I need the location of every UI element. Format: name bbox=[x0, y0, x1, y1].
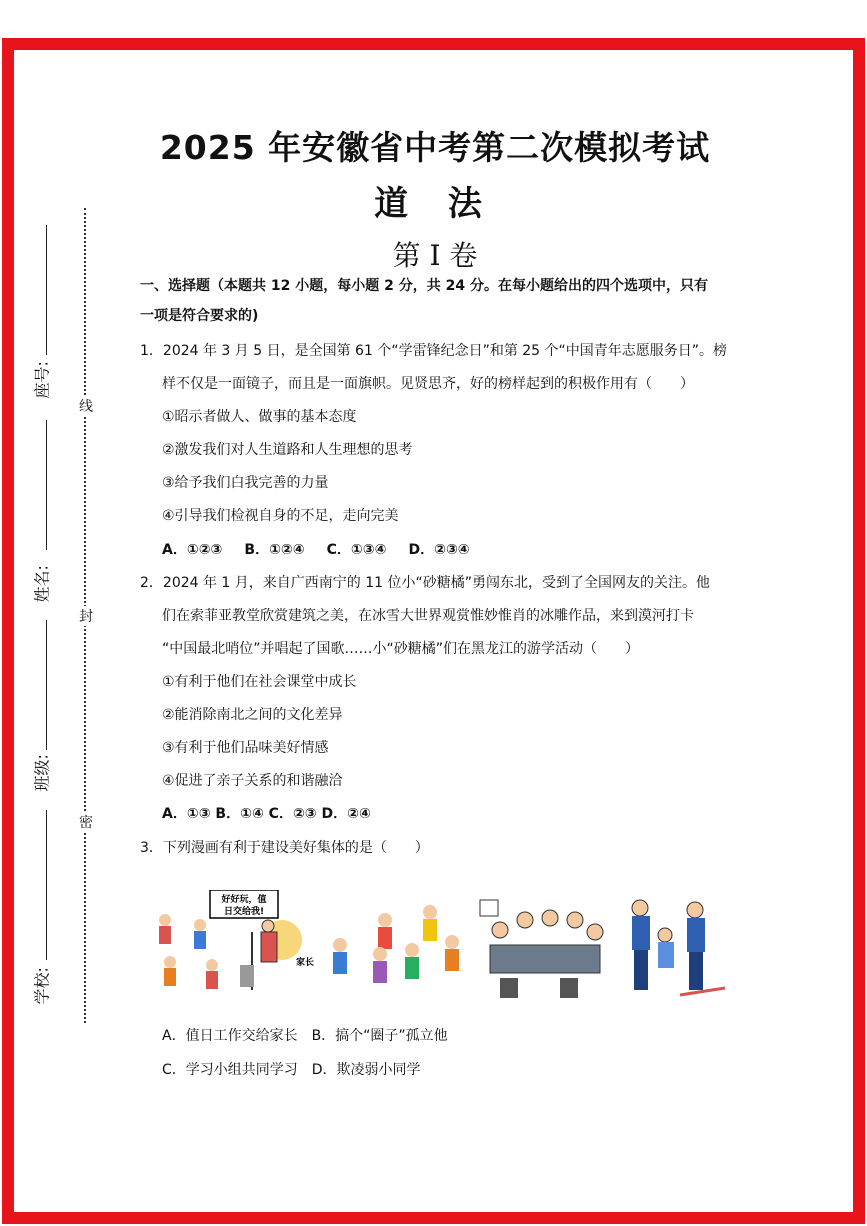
q2-options: A．①③ B．①④ C．②③ D．②④ bbox=[162, 806, 371, 822]
q1-item: ②激发我们对人生道路和人生理想的思考 bbox=[162, 442, 413, 458]
comic-a-parent-does-duty bbox=[159, 890, 314, 990]
q1-stem-line1: 1．2024 年 3 月 5 日，是全国第 61 个“学雷锋纪念日”和第 25 个“中国青年志愿服务日”。榜 bbox=[140, 343, 728, 359]
class-label: 班级: bbox=[32, 754, 52, 792]
comic-b-exclusion-circle bbox=[333, 905, 459, 983]
exam-subject: 道 法 bbox=[374, 184, 496, 224]
q2-item: ②能消除南北之间的文化差异 bbox=[162, 707, 343, 723]
q1-option-c[interactable]: C．①③④ bbox=[326, 542, 387, 558]
q1-option-d[interactable]: D．②③④ bbox=[408, 542, 470, 558]
q2-stem-line1: 2．2024 年 1 月，来自广西南宁的 11 位小“砂糖橘”勇闯东北，受到了全国网友的关注。他 bbox=[140, 575, 711, 591]
q2-item: ①有利于他们在社会课堂中成长 bbox=[162, 674, 357, 690]
q3-options-line1: A．值日工作交给家长 B．搞个“圈子”孤立他 bbox=[162, 1028, 448, 1044]
section-instruction-line2: 一项是符合要求的) bbox=[140, 308, 259, 324]
exam-title: 2025 年安徽省中考第二次模拟考试 bbox=[159, 128, 711, 167]
cut-mark-xian: 线 bbox=[78, 396, 94, 416]
exam-volume: 第 I 卷 bbox=[392, 239, 478, 272]
name-label: 姓名: bbox=[32, 565, 52, 603]
q3-stem: 3．下列漫画有利于建设美好集体的是（ ） bbox=[140, 840, 429, 856]
comic-strip bbox=[140, 890, 730, 1010]
q2-stem-line3: “中国最北哨位”并唱起了国歌……小“砂糖橘”们在黑龙江的游学活动（ ） bbox=[162, 641, 640, 657]
cut-mark-mi: 密 bbox=[78, 812, 94, 832]
q3-options-line2: C．学习小组共同学习 D．欺凌弱小同学 bbox=[162, 1062, 421, 1078]
name-underline bbox=[46, 420, 47, 550]
q1-option-b[interactable]: B．①②④ bbox=[244, 542, 305, 558]
comic-d-bullying bbox=[632, 900, 725, 995]
comic-a-bubble-line1: 好好玩，值 bbox=[221, 895, 267, 905]
seat-underline bbox=[46, 225, 47, 355]
comic-a-parent-label: 家长 bbox=[296, 958, 315, 968]
comic-a-bubble-line2: 日交给我! bbox=[223, 907, 265, 917]
school-underline bbox=[46, 810, 47, 960]
class-underline bbox=[46, 620, 47, 750]
q1-item: ④引导我们检视自身的不足，走向完美 bbox=[162, 508, 399, 524]
q1-stem-line2: 样不仅是一面镜子，而且是一面旗帜。见贤思齐，好的榜样起到的积极作用有（ ） bbox=[162, 376, 694, 392]
section-instruction-line1: 一、选择题（本题共 12 小题，每小题 2 分，共 24 分。在每小题给出的四个选项中，只有 bbox=[140, 278, 708, 294]
q1-item: ③给予我们白我完善的力量 bbox=[162, 475, 329, 491]
q1-options bbox=[162, 540, 492, 560]
school-label: 学校: bbox=[32, 967, 52, 1005]
q2-stem-line2: 们在索菲亚教堂欣赏建筑之美，在冰雪大世界观赏惟妙惟肖的冰雕作品，来到漠河打卡 bbox=[162, 608, 694, 624]
seat-label: 座号: bbox=[32, 361, 52, 399]
comic-c-study-group bbox=[480, 900, 603, 998]
q1-item: ①昭示者做人、做事的基本态度 bbox=[162, 409, 357, 425]
q2-item: ③有利于他们品味美好情感 bbox=[162, 740, 329, 756]
q2-item: ④促进了亲子关系的和谐融洽 bbox=[162, 773, 343, 789]
q1-option-a[interactable]: A．①②③ bbox=[162, 542, 223, 558]
cut-mark-feng: 封 bbox=[78, 606, 94, 626]
